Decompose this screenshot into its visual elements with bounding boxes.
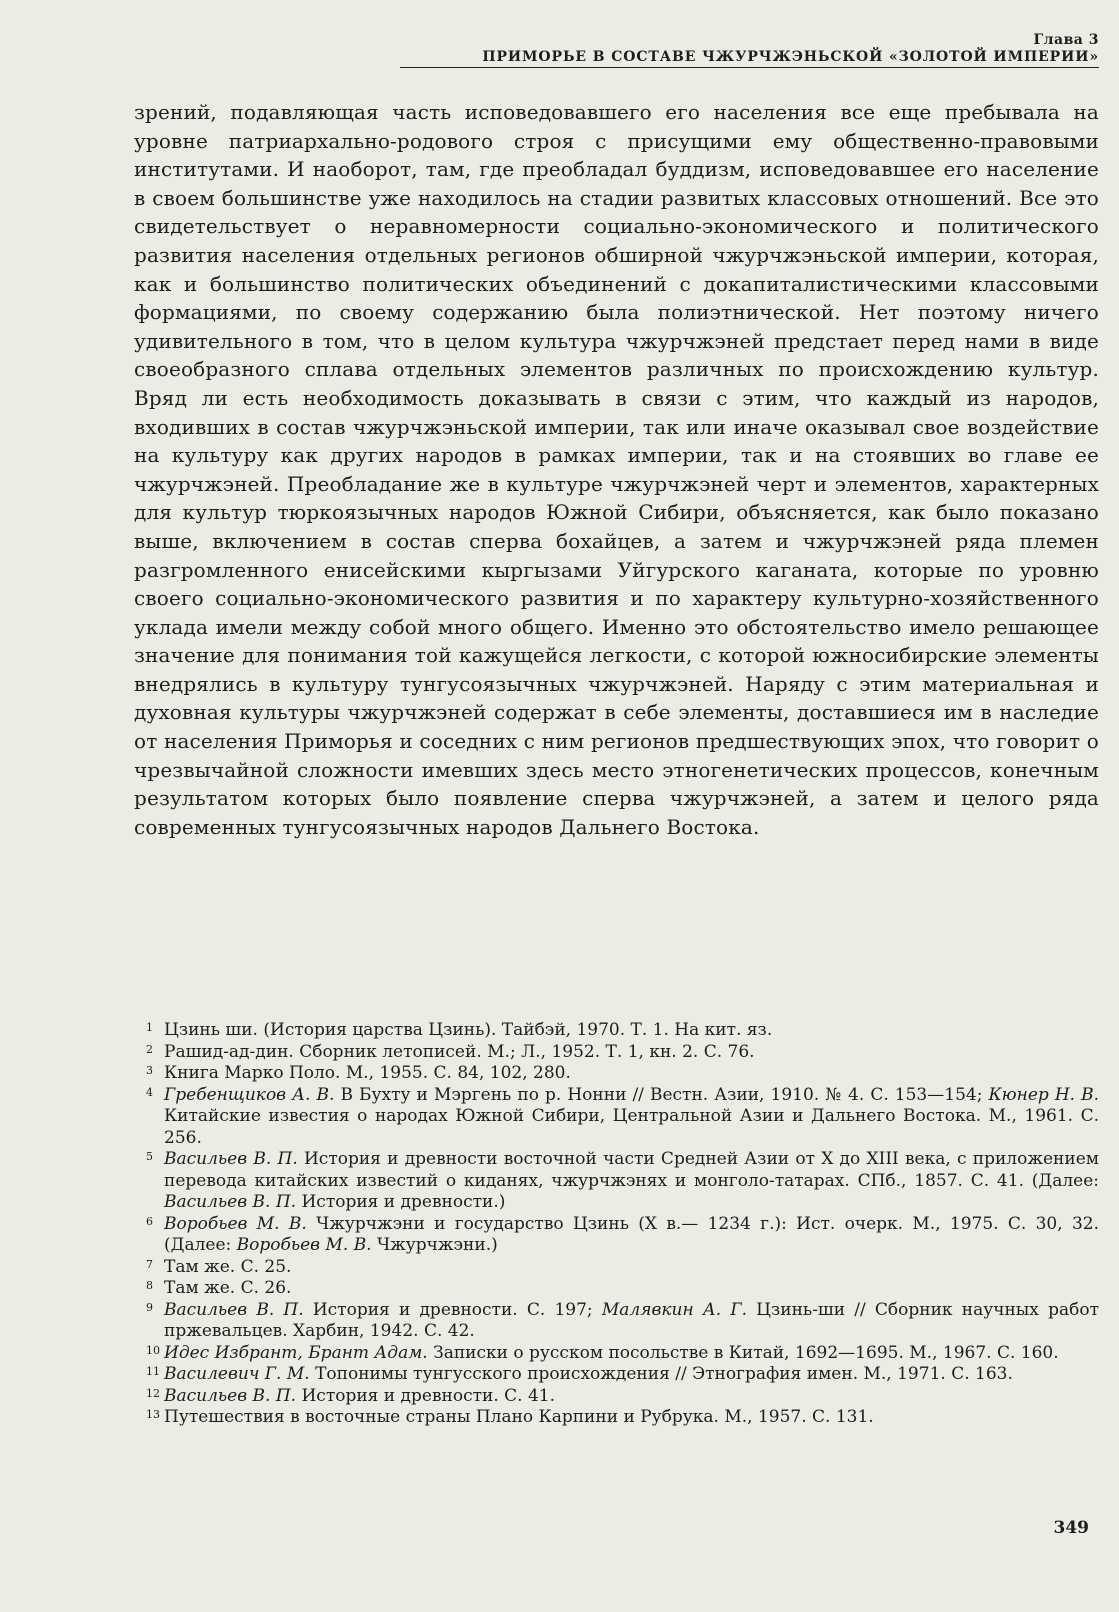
footnote bbox=[134, 1300, 1099, 1343]
footnote-text: Путешествия в восточные страны Плано Карпини и Рубрука. М., 1957. С. 131. bbox=[164, 1407, 874, 1427]
footnote bbox=[134, 1278, 1099, 1300]
footnote-number: 13 bbox=[146, 1408, 160, 1421]
footnote-text: В Бухту и Мэргень по р. Нонни // Вестн. Азии, 1910. № 4. С. 153—154; bbox=[334, 1084, 989, 1105]
footnote-text: Топонимы тунгусского происхождения // Этнография имен. М., 1971. С. 163. bbox=[309, 1364, 1013, 1384]
body-text: зрений, подавляющая часть исповедовавшего его населения все еще пребывала на уровне патриархально-родового строя с присущими ему общественно-правовыми институтами. И наоборот, там, где преобладал буддизм, исповедовавшее его население в своем большинстве уже находилось на стадии развитых классовых отношений. Все это свидетельствует о неравномерности социально-экономического и политического развития населения отдельных регионов обширной чжурчжэньской империи, которая, как и большинство политических объединений с докапиталистическими классовыми формациями, по своему содержанию была полиэтнической. Нет поэтому ничего удивительного в том, что в целом культура чжурчжэней предстает перед нами в виде своеобразного сплава отдельных элементов различных по происхождению культур. Вряд ли есть необходимость доказывать в связи с этим, что каждый из народов, входивших в состав чжурчжэньской империи, так или иначе оказывал свое воздействие на культуру как других народов в рамках империи, так и на стоявших во главе ее чжурчжэней. Преобладание же в культуре чжурчжэней черт и элементов, характерных для культур тюркоязычных народов Южной Сибири, объясняется, как было показано выше, включением в состав сперва бохайцев, а затем и чжурчжэней ряда племен разгромленного енисейскими кыргызами Уйгурского каганата, которые по уровню своего социально-экономического развития и по характеру культурно-хозяйственного уклада имели между собой много общего. Именно это обстоятельство имело решающее значение для понимания той кажущейся легкости, с которой южносибирские элементы внедрялись в культуру тунгусоязычных чжурчжэней. Наряду с этим материальная и духовная культуры чжурчжэней содержат в себе элементы, доставшиеся им в наследие от населения Приморья и соседних с ним регионов предшествующих эпох, что говорит о чрезвычайной сложности имевших здесь место этногенетических процессов, конечным результатом которых было появление сперва чжурчжэней, а затем и целого ряда современных тунгусоязычных народов Дальнего Востока. bbox=[134, 100, 1099, 839]
footnote-text: Чжурчжэни и государство Цзинь (X в.— 1234 г.): Ист. очерк. М., 1975. С. 30, 32. (Далее: bbox=[164, 1213, 1099, 1255]
footnote-text: Записки о русском посольстве в Китай, 1692—1695. М., 1967. С. 160. bbox=[427, 1342, 1059, 1363]
footnote bbox=[134, 1063, 1099, 1085]
footnote-number: 2 bbox=[146, 1042, 153, 1056]
footnote bbox=[134, 1085, 1099, 1150]
footnote bbox=[134, 1042, 1099, 1064]
footnote-author: Гребенщиков А. В. bbox=[164, 1084, 335, 1105]
footnote-text: Чжурчжэни.) bbox=[371, 1235, 498, 1255]
footnote-author: Василевич Г. М. bbox=[164, 1364, 310, 1384]
footnote bbox=[134, 1407, 1099, 1429]
chapter-label: Глава 3 bbox=[1033, 32, 1099, 48]
footnote bbox=[134, 1149, 1099, 1214]
footnote-author: Воробьев М. В. bbox=[164, 1213, 307, 1234]
footnote bbox=[134, 1214, 1099, 1257]
footnote-text: Цзинь-ши // Сборник научных работ пржевальцев. Харбин, 1942. С. 42. bbox=[164, 1299, 1099, 1341]
footnote-author: Васильев В. П. bbox=[164, 1385, 297, 1406]
footnote bbox=[134, 1257, 1099, 1279]
footnote-text: История и древности. С. 197; bbox=[303, 1299, 602, 1320]
footnote bbox=[134, 1386, 1099, 1408]
footnote-author: Малявкин А. Г. bbox=[601, 1299, 747, 1320]
footnote bbox=[134, 1343, 1099, 1365]
footnote-number: 9 bbox=[146, 1300, 153, 1314]
footnote-text: Там же. С. 25. bbox=[164, 1256, 292, 1277]
footnote-number: 1 bbox=[146, 1021, 153, 1034]
footnote-text: История и древности. С. 41. bbox=[296, 1385, 556, 1406]
footnote-text: Цзинь ши. (История царства Цзинь). Тайбэй, 1970. Т. 1. На кит. яз. bbox=[164, 1020, 773, 1040]
footnote-number: 3 bbox=[146, 1064, 153, 1077]
footnote-number: 6 bbox=[146, 1214, 153, 1228]
footnote-author: Васильев В. П. bbox=[164, 1192, 297, 1212]
footnote-author: Васильев В. П. bbox=[164, 1299, 304, 1320]
footnote-author: Идес Избрант, Брант Адам. bbox=[164, 1342, 428, 1363]
running-header bbox=[400, 32, 1099, 68]
footnote-text: Рашид-ад-дин. Сборник летописей. М.; Л., 1952. Т. 1, кн. 2. С. 76. bbox=[164, 1041, 755, 1062]
footnote-number: 10 bbox=[146, 1343, 160, 1357]
footnote bbox=[134, 1364, 1099, 1386]
footnotes bbox=[134, 1020, 1099, 1429]
footnote-text: История и древности.) bbox=[296, 1192, 506, 1212]
footnote-number: 5 bbox=[146, 1150, 153, 1163]
footnote bbox=[134, 1020, 1099, 1042]
footnote-text: История и древности восточной части Средней Азии от X до XIII века, с приложением перевода китайских известий о киданях, чжурчжэнях и монголо-татарах. СПб., 1857. С. 41. (Далее: bbox=[164, 1149, 1099, 1191]
footnote-author: Воробьев М. В. bbox=[236, 1235, 372, 1255]
footnote-number: 12 bbox=[146, 1386, 160, 1400]
footnote-number: 11 bbox=[146, 1365, 160, 1378]
footnote-number: 8 bbox=[146, 1279, 153, 1292]
footnote-text: Китайские известия о народах Южной Сибири, Центральной Азии и Дальнего Востока. М., 1961. С. 256. bbox=[164, 1106, 1099, 1148]
footnote-author: Васильев В. П. bbox=[164, 1149, 298, 1169]
page-number: 349 bbox=[1053, 1518, 1089, 1538]
footnote-number: 7 bbox=[146, 1257, 153, 1271]
footnote-text: Книга Марко Поло. М., 1955. С. 84, 102, 280. bbox=[164, 1063, 571, 1083]
footnote-text: Там же. С. 26. bbox=[164, 1278, 292, 1298]
footnote-number: 4 bbox=[146, 1085, 153, 1099]
footnote-author: Кюнер Н. В. bbox=[988, 1084, 1100, 1105]
chapter-title: ПРИМОРЬЕ В СОСТАВЕ ЧЖУРЧЖЭНЬСКОЙ «ЗОЛОТОЙ ИМПЕРИИ» bbox=[400, 48, 1099, 68]
